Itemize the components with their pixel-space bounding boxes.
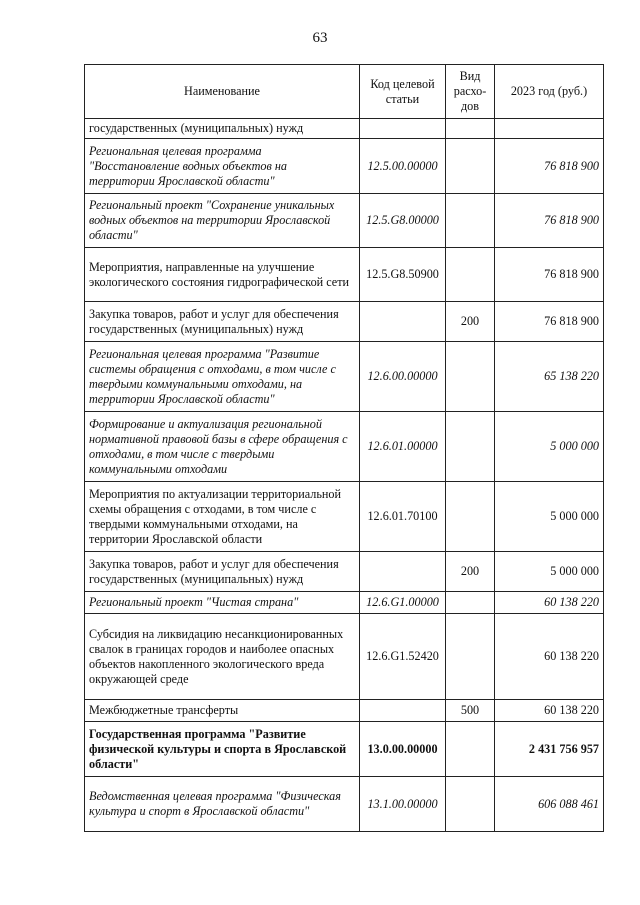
row-amount: 65 138 220 [495, 342, 604, 412]
row-expense-type [446, 248, 495, 302]
row-expense-type [446, 482, 495, 552]
row-name: Мероприятия, направленные на улучшение экологического состояния гидрографической сети [85, 248, 360, 302]
row-code: 12.5.00.00000 [360, 139, 446, 194]
row-expense-type [446, 592, 495, 614]
table-row [85, 342, 604, 412]
row-code: 12.5.G8.00000 [360, 194, 446, 248]
row-name: государственных (муниципальных) нужд [85, 119, 360, 139]
row-expense-type [446, 194, 495, 248]
row-expense-type: 200 [446, 552, 495, 592]
page-number: 63 [312, 30, 328, 46]
row-expense-type [446, 139, 495, 194]
row-code [360, 552, 446, 592]
table-row [85, 614, 604, 700]
row-expense-type [446, 614, 495, 700]
row-amount [495, 119, 604, 139]
table-row [85, 194, 604, 248]
row-code [360, 302, 446, 342]
row-name: Региональная целевая программа "Восстановление водных объектов на территории Ярославской области" [85, 139, 360, 194]
row-name: Мероприятия по актуализации территориальной схемы обращения с отходами, в том числе с твердыми коммунальными отходами, на территории Ярославской области [85, 482, 360, 552]
row-name: Региональный проект "Чистая страна" [85, 592, 360, 614]
row-amount: 5 000 000 [495, 552, 604, 592]
table-header-row [85, 65, 604, 119]
row-amount: 76 818 900 [495, 194, 604, 248]
row-name: Межбюджетные трансферты [85, 700, 360, 722]
table-row [85, 119, 604, 139]
row-code: 13.1.00.00000 [360, 777, 446, 832]
row-name: Закупка товаров, работ и услуг для обеспечения государственных (муниципальных) нужд [85, 302, 360, 342]
row-code [360, 119, 446, 139]
header-type: Вид расхо-дов [446, 65, 495, 119]
row-code: 13.0.00.00000 [360, 722, 446, 777]
row-amount: 5 000 000 [495, 412, 604, 482]
row-code [360, 700, 446, 722]
row-amount: 76 818 900 [495, 139, 604, 194]
row-amount: 60 138 220 [495, 700, 604, 722]
table-row [85, 412, 604, 482]
row-expense-type: 500 [446, 700, 495, 722]
table-row [85, 139, 604, 194]
row-code: 12.6.00.00000 [360, 342, 446, 412]
table-row [85, 592, 604, 614]
row-name: Государственная программа "Развитие физической культуры и спорта в Ярославской области" [85, 722, 360, 777]
row-expense-type [446, 342, 495, 412]
budget-table [84, 64, 604, 832]
row-code: 12.6.G1.52420 [360, 614, 446, 700]
table-row [85, 482, 604, 552]
row-expense-type [446, 412, 495, 482]
table-row [85, 552, 604, 592]
table-row [85, 248, 604, 302]
row-name: Региональный проект "Сохранение уникальных водных объектов на территории Ярославской области" [85, 194, 360, 248]
row-expense-type: 200 [446, 302, 495, 342]
row-name: Закупка товаров, работ и услуг для обеспечения государственных (муниципальных) нужд [85, 552, 360, 592]
header-name: Наименование [85, 65, 360, 119]
row-amount: 5 000 000 [495, 482, 604, 552]
row-code: 12.6.01.00000 [360, 412, 446, 482]
row-code: 12.6.01.70100 [360, 482, 446, 552]
row-amount: 60 138 220 [495, 592, 604, 614]
header-code: Код целевой статьи [360, 65, 446, 119]
row-name: Региональная целевая программа "Развитие системы обращения с отходами, в том числе с твердыми коммунальными отходами, на территории Ярославской области" [85, 342, 360, 412]
row-amount: 2 431 756 957 [495, 722, 604, 777]
row-name: Субсидия на ликвидацию несанкционированных свалок в границах городов и наиболее опасных объектов накопленного экологического вреда окружающей среде [85, 614, 360, 700]
row-expense-type [446, 119, 495, 139]
row-code: 12.5.G8.50900 [360, 248, 446, 302]
row-amount: 606 088 461 [495, 777, 604, 832]
row-name: Ведомственная целевая программа "Физическая культура и спорт в Ярославской области" [85, 777, 360, 832]
table-row [85, 700, 604, 722]
table-row [85, 722, 604, 777]
row-code: 12.6.G1.00000 [360, 592, 446, 614]
header-amount: 2023 год (руб.) [495, 65, 604, 119]
row-amount: 60 138 220 [495, 614, 604, 700]
row-name: Формирование и актуализация региональной нормативной правовой базы в сфере обращения с отходами, в том числе с твердыми коммунальными отходами [85, 412, 360, 482]
row-amount: 76 818 900 [495, 302, 604, 342]
row-amount: 76 818 900 [495, 248, 604, 302]
table-row [85, 777, 604, 832]
row-expense-type [446, 777, 495, 832]
table-row [85, 302, 604, 342]
row-expense-type [446, 722, 495, 777]
